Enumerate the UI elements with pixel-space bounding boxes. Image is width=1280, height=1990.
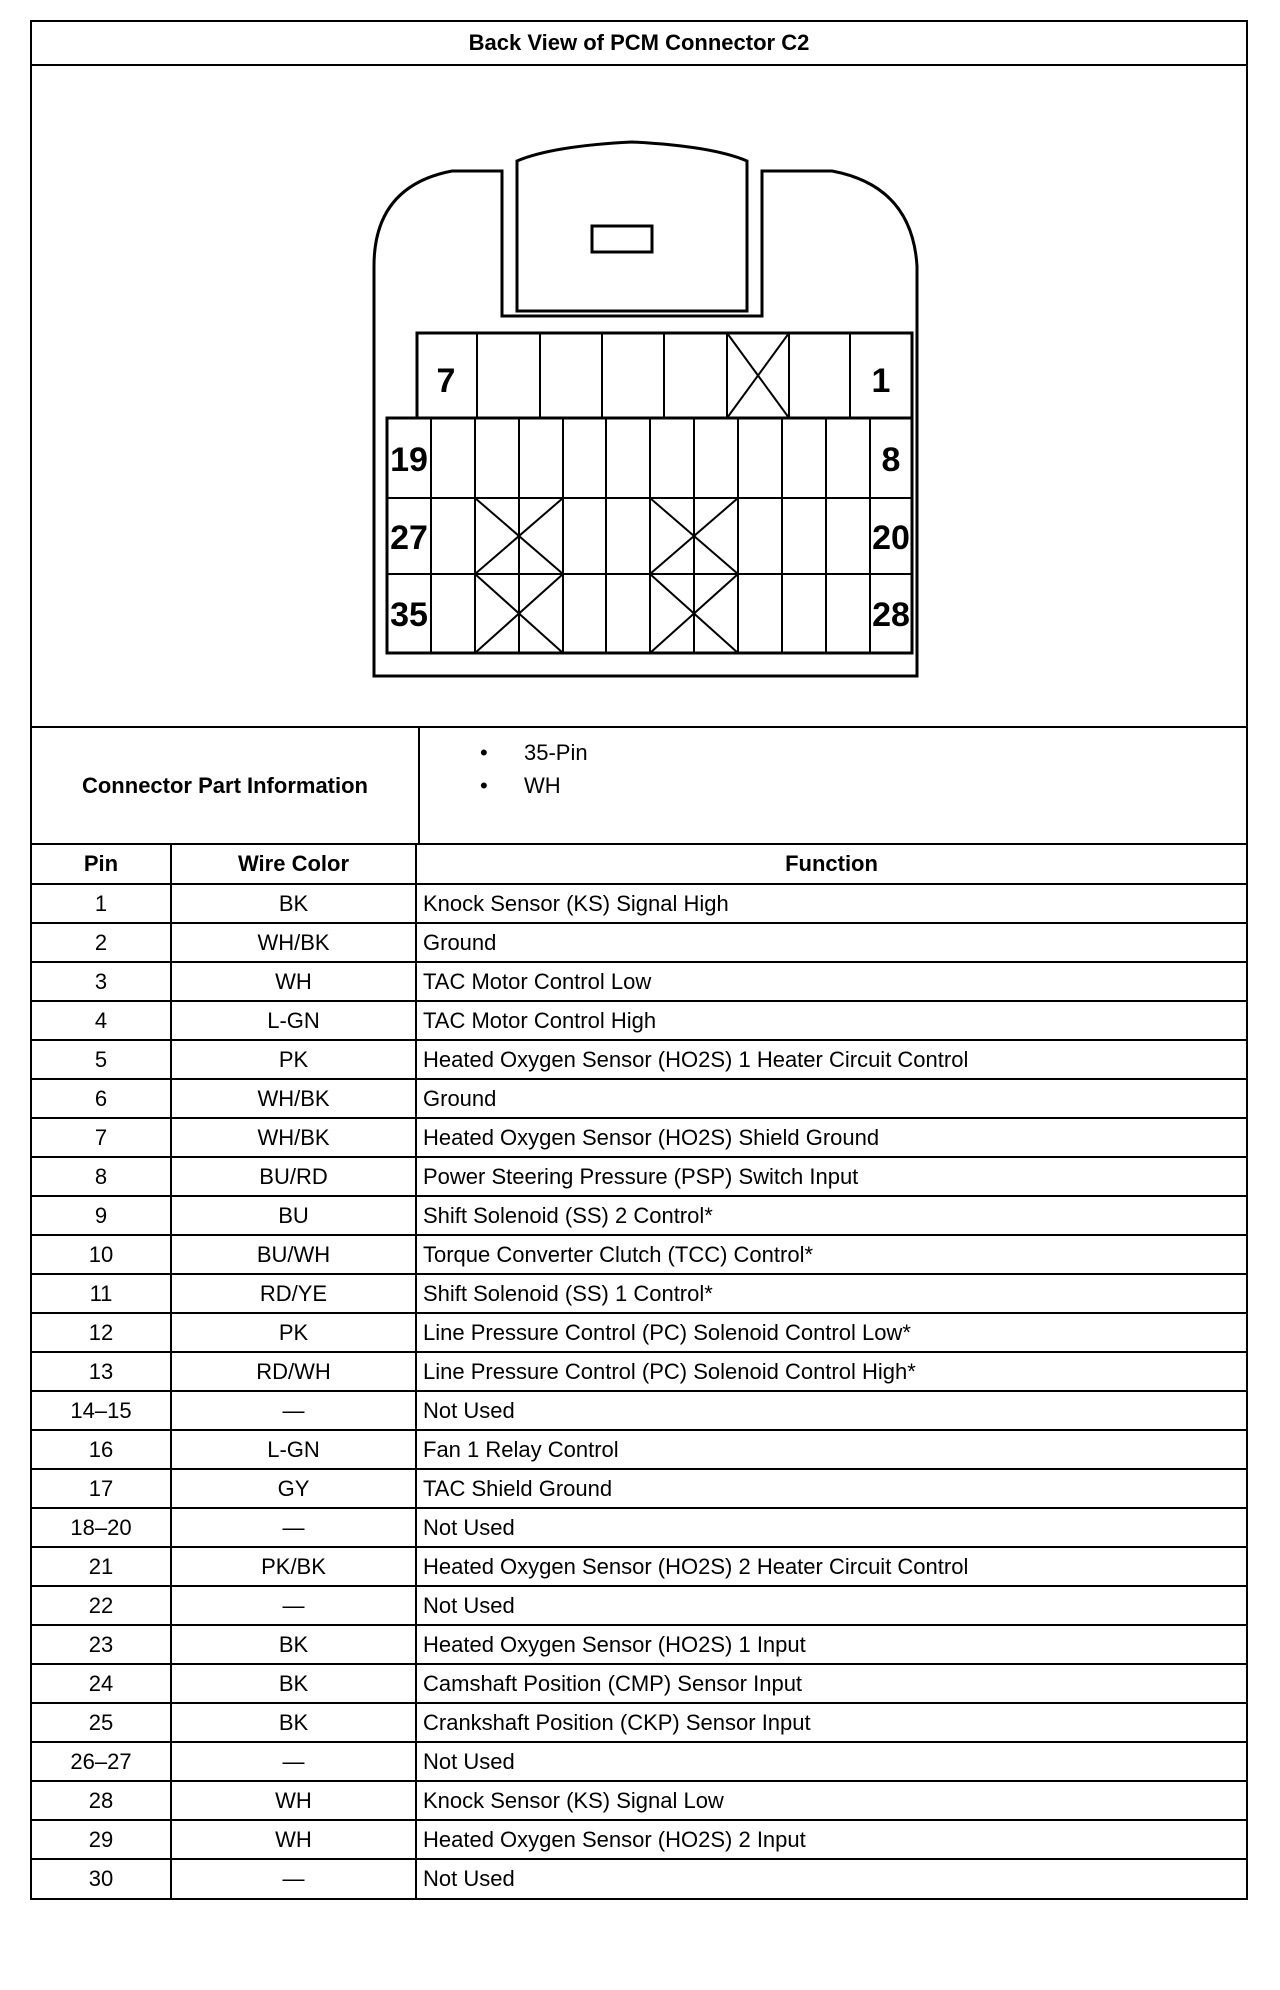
pin-cell: 13 — [32, 1352, 171, 1391]
function-cell: TAC Shield Ground — [416, 1469, 1246, 1508]
function-cell: Not Used — [416, 1742, 1246, 1781]
function-cell: Heated Oxygen Sensor (HO2S) 2 Heater Circuit Control — [416, 1547, 1246, 1586]
function-cell: Ground — [416, 1079, 1246, 1118]
pin-label-19: 19 — [390, 441, 428, 479]
function-cell: TAC Motor Control Low — [416, 962, 1246, 1001]
wire-color-cell: — — [171, 1586, 416, 1625]
table-row — [32, 884, 1246, 923]
pin-grid — [387, 333, 912, 653]
function-cell: Crankshaft Position (CKP) Sensor Input — [416, 1703, 1246, 1742]
table-header-row — [32, 845, 1246, 884]
function-cell: Knock Sensor (KS) Signal Low — [416, 1781, 1246, 1820]
pinout-table — [32, 845, 1246, 1898]
table-row — [32, 1157, 1246, 1196]
header-pin: Pin — [32, 845, 171, 884]
table-row — [32, 1352, 1246, 1391]
page-title: Back View of PCM Connector C2 — [32, 22, 1246, 66]
wire-color-cell: BU/RD — [171, 1157, 416, 1196]
wire-color-cell: PK — [171, 1313, 416, 1352]
table-row — [32, 1040, 1246, 1079]
connector-sheet — [30, 20, 1248, 1900]
pin-cell: 8 — [32, 1157, 171, 1196]
wire-color-cell: BU — [171, 1196, 416, 1235]
function-cell: Camshaft Position (CMP) Sensor Input — [416, 1664, 1246, 1703]
function-cell: Shift Solenoid (SS) 2 Control* — [416, 1196, 1246, 1235]
wire-color-cell: L-GN — [171, 1001, 416, 1040]
function-cell: Heated Oxygen Sensor (HO2S) 1 Heater Circuit Control — [416, 1040, 1246, 1079]
connector-part-info — [32, 728, 1246, 845]
wire-color-cell: PK/BK — [171, 1547, 416, 1586]
connector-housing-outline — [374, 171, 917, 676]
table-row — [32, 1820, 1246, 1859]
part-info-list — [420, 728, 1246, 843]
function-cell: Line Pressure Control (PC) Solenoid Control Low* — [416, 1313, 1246, 1352]
pin-cell: 24 — [32, 1664, 171, 1703]
pin-cell: 9 — [32, 1196, 171, 1235]
wire-color-cell: — — [171, 1859, 416, 1898]
pin-cell: 11 — [32, 1274, 171, 1313]
part-info-label: Connector Part Information — [32, 728, 420, 843]
function-cell: Power Steering Pressure (PSP) Switch Input — [416, 1157, 1246, 1196]
part-info-item: • WH — [480, 769, 1246, 802]
wire-color-cell: BK — [171, 1625, 416, 1664]
pin-cell: 12 — [32, 1313, 171, 1352]
table-row — [32, 1313, 1246, 1352]
function-cell: Torque Converter Clutch (TCC) Control* — [416, 1235, 1246, 1274]
pin-label-8: 8 — [881, 441, 901, 479]
table-row — [32, 1235, 1246, 1274]
pin-label-35: 35 — [390, 596, 428, 634]
pin-cell: 7 — [32, 1118, 171, 1157]
pin-cell: 18–20 — [32, 1508, 171, 1547]
wire-color-cell: WH/BK — [171, 923, 416, 962]
wire-color-cell: WH — [171, 1781, 416, 1820]
wire-color-cell: — — [171, 1742, 416, 1781]
connector-diagram — [32, 66, 1246, 728]
function-cell: Ground — [416, 923, 1246, 962]
table-row — [32, 1469, 1246, 1508]
pin-cell: 4 — [32, 1001, 171, 1040]
table-row — [32, 1391, 1246, 1430]
table-row — [32, 1703, 1246, 1742]
function-cell: Not Used — [416, 1391, 1246, 1430]
pin-cell: 30 — [32, 1859, 171, 1898]
pin-cell: 2 — [32, 923, 171, 962]
pin-cell: 23 — [32, 1625, 171, 1664]
wire-color-cell: BK — [171, 884, 416, 923]
function-cell: Heated Oxygen Sensor (HO2S) Shield Ground — [416, 1118, 1246, 1157]
latch-slot — [592, 226, 652, 252]
table-row — [32, 1781, 1246, 1820]
table-row — [32, 1859, 1246, 1898]
pin-cell: 5 — [32, 1040, 171, 1079]
wire-color-cell: RD/YE — [171, 1274, 416, 1313]
wire-color-cell: GY — [171, 1469, 416, 1508]
pin-label-27: 27 — [390, 519, 428, 557]
wire-color-cell: — — [171, 1391, 416, 1430]
wire-color-cell: WH/BK — [171, 1118, 416, 1157]
table-row — [32, 1625, 1246, 1664]
wire-color-cell: L-GN — [171, 1430, 416, 1469]
header-function: Function — [785, 851, 878, 876]
table-row — [32, 1274, 1246, 1313]
table-row — [32, 1430, 1246, 1469]
pin-label-1: 1 — [871, 362, 891, 400]
table-row — [32, 1586, 1246, 1625]
pin-cell: 22 — [32, 1586, 171, 1625]
wire-color-cell: PK — [171, 1040, 416, 1079]
table-row — [32, 1664, 1246, 1703]
function-cell: Fan 1 Relay Control — [416, 1430, 1246, 1469]
wire-color-cell: — — [171, 1508, 416, 1547]
table-row — [32, 1196, 1246, 1235]
pin-label-7: 7 — [436, 362, 456, 400]
table-row — [32, 1079, 1246, 1118]
pin-cell: 3 — [32, 962, 171, 1001]
pin-cell: 6 — [32, 1079, 171, 1118]
connector-drawing — [32, 66, 1246, 726]
function-cell: Not Used — [416, 1586, 1246, 1625]
table-row — [32, 1742, 1246, 1781]
table-row — [32, 1001, 1246, 1040]
function-cell: Knock Sensor (KS) Signal High — [416, 884, 1246, 923]
pin-cell: 21 — [32, 1547, 171, 1586]
pin-cell: 29 — [32, 1820, 171, 1859]
function-cell: Heated Oxygen Sensor (HO2S) 2 Input — [416, 1820, 1246, 1859]
function-cell: Line Pressure Control (PC) Solenoid Control High* — [416, 1352, 1246, 1391]
table-row — [32, 1118, 1246, 1157]
pin-label-28: 28 — [872, 596, 910, 634]
pin-cell: 1 — [32, 884, 171, 923]
function-cell: TAC Motor Control High — [416, 1001, 1246, 1040]
header-wire-color: Wire Color — [171, 845, 416, 884]
pin-cell: 25 — [32, 1703, 171, 1742]
pin-label-20: 20 — [872, 519, 910, 557]
wire-color-cell: BK — [171, 1703, 416, 1742]
pin-cell: 16 — [32, 1430, 171, 1469]
function-cell: Shift Solenoid (SS) 1 Control* — [416, 1274, 1246, 1313]
pin-cell: 28 — [32, 1781, 171, 1820]
wire-color-cell: RD/WH — [171, 1352, 416, 1391]
function-cell: Not Used — [416, 1859, 1246, 1898]
wire-color-cell: WH/BK — [171, 1079, 416, 1118]
wire-color-cell: WH — [171, 962, 416, 1001]
function-cell: Not Used — [416, 1508, 1246, 1547]
wire-color-cell: BK — [171, 1664, 416, 1703]
table-row — [32, 1547, 1246, 1586]
table-row — [32, 962, 1246, 1001]
table-row — [32, 1508, 1246, 1547]
pin-cell: 14–15 — [32, 1391, 171, 1430]
pin-cell: 10 — [32, 1235, 171, 1274]
wire-color-cell: BU/WH — [171, 1235, 416, 1274]
table-row — [32, 923, 1246, 962]
pin-cell: 26–27 — [32, 1742, 171, 1781]
part-info-item: • 35-Pin — [480, 736, 1246, 769]
pin-cell: 17 — [32, 1469, 171, 1508]
function-cell: Heated Oxygen Sensor (HO2S) 1 Input — [416, 1625, 1246, 1664]
wire-color-cell: WH — [171, 1820, 416, 1859]
